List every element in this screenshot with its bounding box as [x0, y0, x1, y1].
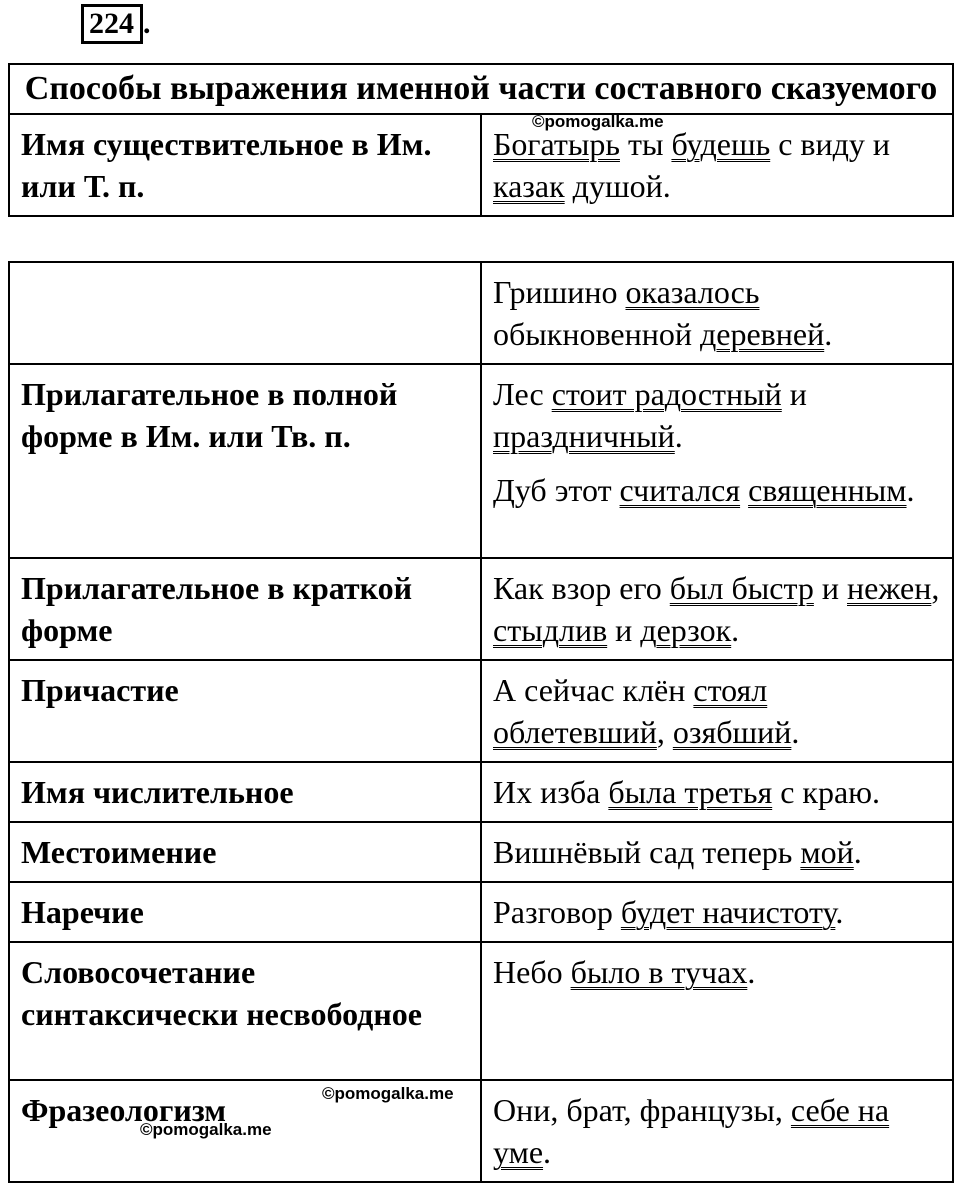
row-label-cell [9, 1080, 481, 1182]
table-row [9, 822, 953, 882]
row-examples [481, 262, 953, 364]
predicate-underlined: считался [619, 472, 741, 508]
example-fragment: и [781, 376, 807, 412]
example-fragment: с виду и [770, 126, 891, 162]
row-examples [481, 1080, 953, 1182]
example-fragment: . [824, 316, 833, 352]
watermark-text: ©pomogalka.me [322, 1084, 454, 1103]
example-fragment: ты [619, 126, 672, 162]
predicate-underlined: нежен [847, 570, 932, 606]
predicate-underlined: было в тучах [570, 954, 748, 990]
task-number [81, 4, 151, 44]
task-number-value: 224 [89, 7, 134, 40]
example-text [493, 1089, 942, 1173]
table-row [9, 1080, 953, 1182]
example-text [493, 567, 942, 651]
example-fragment: Их изба [493, 774, 609, 810]
table-row [9, 114, 953, 216]
row-examples [481, 114, 953, 216]
example-fragment: , [656, 714, 673, 750]
example-fragment: Разговор [493, 894, 621, 930]
row-examples [481, 364, 953, 558]
predicate-underlined: мой [800, 834, 854, 870]
example-fragment: и [607, 612, 641, 648]
example-fragment: обыкновенной [493, 316, 700, 352]
row-examples [481, 558, 953, 660]
predicate-underlined: будет начистоту [620, 894, 836, 930]
predicate-underlined: дерзок [640, 612, 732, 648]
predicate-underlined: Богатырь [493, 126, 620, 162]
example-fragment: . [731, 612, 740, 648]
table-part-1 [8, 63, 954, 217]
example-fragment: душой. [564, 168, 671, 204]
watermark-text: ©pomogalka.me [140, 1120, 272, 1139]
example-fragment: . [747, 954, 756, 990]
example-fragment: А сейчас клён [493, 672, 694, 708]
predicate-underlined: праздничный [493, 418, 675, 454]
row-examples [481, 882, 953, 942]
table-row [9, 882, 953, 942]
predicate-underlined: озябший [672, 714, 792, 750]
example-fragment: Они, брат, французы, [493, 1092, 791, 1128]
example-fragment: Небо [493, 954, 571, 990]
example-text [493, 469, 942, 511]
predicate-underlined: стоял [693, 672, 768, 708]
row-label-empty [9, 262, 481, 364]
row-label: Имя числительное [9, 762, 481, 822]
table-row [9, 762, 953, 822]
example-fragment: . [791, 714, 800, 750]
predicate-underlined: будешь [671, 126, 771, 162]
row-label: Фразеологизм [21, 1092, 227, 1128]
example-fragment: с краю. [772, 774, 881, 810]
row-examples [481, 762, 953, 822]
row-examples [481, 660, 953, 762]
table-row [9, 558, 953, 660]
predicate-underlined: стоит радостный [551, 376, 782, 412]
row-examples [481, 822, 953, 882]
predicate-underlined: был быстр [669, 570, 814, 606]
row-label: Наречие [9, 882, 481, 942]
example-text [493, 669, 942, 753]
example-fragment: . [835, 894, 844, 930]
example-fragment: Вишнёвый сад теперь [493, 834, 801, 870]
table-title: Способы выражения именной части составного сказуемого [9, 64, 953, 114]
example-fragment: Лес [493, 376, 552, 412]
row-label: Словосочетание синтаксически несвободное [9, 942, 481, 1080]
table-part-2 [8, 261, 954, 1183]
predicate-underlined: облетевший [493, 714, 657, 750]
example-fragment: . [906, 472, 915, 508]
row-label: Местоимение [9, 822, 481, 882]
table-row [9, 262, 953, 364]
predicate-underlined: деревней [699, 316, 825, 352]
watermark-text: ©pomogalka.me [532, 112, 664, 131]
example-fragment [740, 472, 748, 508]
predicate-underlined: стыдлив [493, 612, 608, 648]
example-fragment: . [853, 834, 862, 870]
row-label: Причастие [9, 660, 481, 762]
table-row [9, 364, 953, 558]
table-row [9, 660, 953, 762]
example-fragment: , [931, 570, 940, 606]
example-text [493, 123, 942, 207]
example-fragment: Дуб этот [493, 472, 620, 508]
example-fragment: . [674, 418, 683, 454]
example-text [493, 891, 942, 933]
example-text [493, 771, 942, 813]
predicate-underlined: священным [748, 472, 907, 508]
example-fragment: . [543, 1134, 552, 1170]
row-label: Прилагательное в полной форме в Им. или Тв. п. [9, 364, 481, 558]
example-fragment: и [813, 570, 847, 606]
row-label: Имя существительное в Им. или Т. п. [9, 114, 481, 216]
example-text [493, 373, 942, 457]
predicate-underlined: была третья [608, 774, 773, 810]
example-fragment: Гришино [493, 274, 626, 310]
row-label: Прилагательное в краткой форме [9, 558, 481, 660]
example-text [493, 271, 942, 355]
example-fragment: Как взор его [493, 570, 670, 606]
predicate-underlined: себе на уме [493, 1092, 890, 1170]
table-header-row [9, 64, 953, 114]
predicate-underlined: казак [493, 168, 565, 204]
task-number-box [81, 4, 143, 44]
task-number-dot: . [143, 7, 151, 40]
example-text [493, 951, 942, 993]
table-row [9, 942, 953, 1080]
row-examples [481, 942, 953, 1080]
example-text [493, 831, 942, 873]
predicate-underlined: оказалось [625, 274, 760, 310]
